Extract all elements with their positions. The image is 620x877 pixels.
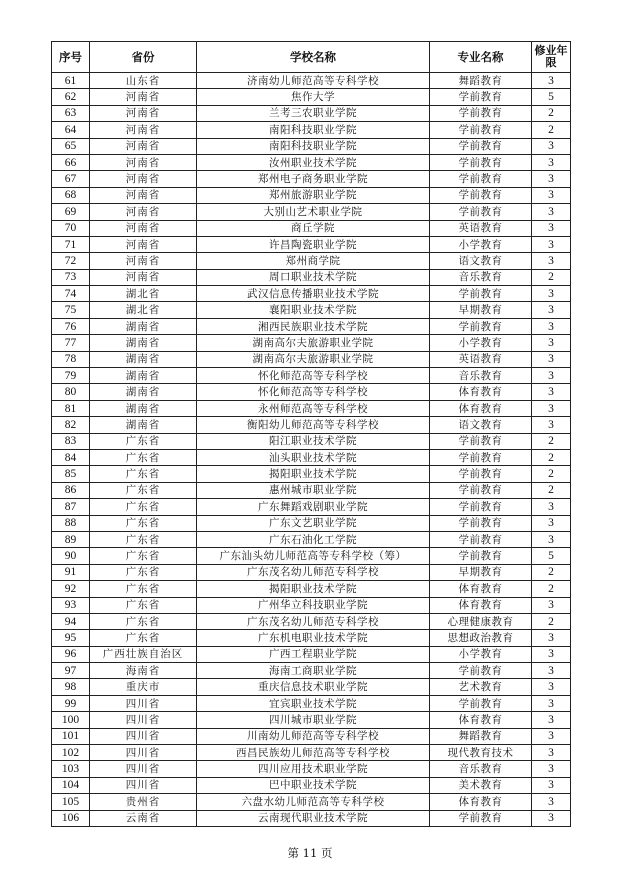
row-serial-number: 98 bbox=[52, 679, 90, 695]
row-province: 河南省 bbox=[90, 171, 197, 187]
row-study-years: 3 bbox=[532, 154, 571, 170]
row-serial-number: 74 bbox=[52, 286, 90, 302]
row-province: 湖南省 bbox=[90, 351, 197, 367]
row-study-years: 3 bbox=[532, 220, 571, 236]
row-major-name: 学前教育 bbox=[430, 531, 532, 547]
table-row bbox=[52, 745, 571, 761]
table-row bbox=[52, 679, 571, 695]
row-school-name: 济南幼儿师范高等专科学校 bbox=[197, 73, 430, 89]
row-school-name: 南阳科技职业学院 bbox=[197, 122, 430, 138]
row-serial-number: 73 bbox=[52, 269, 90, 285]
row-major-name: 音乐教育 bbox=[430, 368, 532, 384]
table-header bbox=[52, 42, 571, 73]
table-row bbox=[52, 630, 571, 646]
row-major-name: 早期教育 bbox=[430, 564, 532, 580]
table-row bbox=[52, 728, 571, 744]
row-study-years: 3 bbox=[532, 368, 571, 384]
row-serial-number: 82 bbox=[52, 417, 90, 433]
row-school-name: 周口职业技术学院 bbox=[197, 269, 430, 285]
row-major-name: 学前教育 bbox=[430, 89, 532, 105]
row-school-name: 焦作大学 bbox=[197, 89, 430, 105]
header-row bbox=[52, 42, 571, 73]
row-major-name: 舞蹈教育 bbox=[430, 728, 532, 744]
row-major-name: 音乐教育 bbox=[430, 269, 532, 285]
table-row bbox=[52, 777, 571, 793]
row-serial-number: 76 bbox=[52, 318, 90, 334]
row-major-name: 美术教育 bbox=[430, 777, 532, 793]
row-school-name: 广东茂名幼儿师范专科学校 bbox=[197, 564, 430, 580]
row-province: 湖南省 bbox=[90, 335, 197, 351]
row-serial-number: 93 bbox=[52, 597, 90, 613]
row-major-name: 学前教育 bbox=[430, 105, 532, 121]
row-major-name: 思想政治教育 bbox=[430, 630, 532, 646]
row-school-name: 武汉信息传播职业技术学院 bbox=[197, 286, 430, 302]
row-school-name: 广东舞蹈戏剧职业学院 bbox=[197, 499, 430, 515]
table-row bbox=[52, 613, 571, 629]
row-serial-number: 106 bbox=[52, 810, 90, 826]
row-serial-number: 78 bbox=[52, 351, 90, 367]
row-study-years: 3 bbox=[532, 794, 571, 810]
row-major-name: 体育教育 bbox=[430, 597, 532, 613]
header-province: 省份 bbox=[90, 42, 197, 73]
table-row bbox=[52, 302, 571, 318]
row-major-name: 学前教育 bbox=[430, 204, 532, 220]
row-serial-number: 62 bbox=[52, 89, 90, 105]
table-row bbox=[52, 335, 571, 351]
row-study-years: 2 bbox=[532, 105, 571, 121]
header-study-years: 修业年限 bbox=[532, 42, 571, 73]
row-major-name: 学前教育 bbox=[430, 138, 532, 154]
row-study-years: 2 bbox=[532, 613, 571, 629]
row-major-name: 学前教育 bbox=[430, 482, 532, 498]
row-serial-number: 89 bbox=[52, 531, 90, 547]
table-row bbox=[52, 236, 571, 252]
row-study-years: 5 bbox=[532, 548, 571, 564]
row-province: 河南省 bbox=[90, 105, 197, 121]
row-major-name: 学前教育 bbox=[430, 154, 532, 170]
row-study-years: 3 bbox=[532, 712, 571, 728]
row-major-name: 早期教育 bbox=[430, 302, 532, 318]
row-school-name: 海南工商职业学院 bbox=[197, 663, 430, 679]
row-serial-number: 102 bbox=[52, 745, 90, 761]
row-major-name: 学前教育 bbox=[430, 663, 532, 679]
row-study-years: 2 bbox=[532, 564, 571, 580]
row-school-name: 怀化师范高等专科学校 bbox=[197, 384, 430, 400]
table-row bbox=[52, 253, 571, 269]
row-school-name: 湘西民族职业技术学院 bbox=[197, 318, 430, 334]
table-row bbox=[52, 171, 571, 187]
row-school-name: 川南幼儿师范高等专科学校 bbox=[197, 728, 430, 744]
row-school-name: 兰考三农职业学院 bbox=[197, 105, 430, 121]
row-school-name: 广东石油化工学院 bbox=[197, 531, 430, 547]
row-serial-number: 87 bbox=[52, 499, 90, 515]
row-province: 湖南省 bbox=[90, 368, 197, 384]
row-province: 广东省 bbox=[90, 433, 197, 449]
row-serial-number: 67 bbox=[52, 171, 90, 187]
row-school-name: 揭阳职业技术学院 bbox=[197, 581, 430, 597]
row-study-years: 3 bbox=[532, 400, 571, 416]
row-province: 贵州省 bbox=[90, 794, 197, 810]
row-serial-number: 104 bbox=[52, 777, 90, 793]
row-province: 广西壮族自治区 bbox=[90, 646, 197, 662]
row-serial-number: 91 bbox=[52, 564, 90, 580]
row-serial-number: 96 bbox=[52, 646, 90, 662]
row-major-name: 学前教育 bbox=[430, 286, 532, 302]
row-school-name: 四川城市职业学院 bbox=[197, 712, 430, 728]
row-study-years: 3 bbox=[532, 73, 571, 89]
row-study-years: 3 bbox=[532, 318, 571, 334]
table-row bbox=[52, 400, 571, 416]
row-major-name: 学前教育 bbox=[430, 433, 532, 449]
row-study-years: 3 bbox=[532, 597, 571, 613]
row-serial-number: 70 bbox=[52, 220, 90, 236]
table-row bbox=[52, 286, 571, 302]
row-school-name: 襄阳职业技术学院 bbox=[197, 302, 430, 318]
table-row bbox=[52, 531, 571, 547]
row-province: 广东省 bbox=[90, 482, 197, 498]
row-school-name: 永州师范高等专科学校 bbox=[197, 400, 430, 416]
row-province: 河南省 bbox=[90, 253, 197, 269]
row-province: 河南省 bbox=[90, 236, 197, 252]
row-major-name: 体育教育 bbox=[430, 794, 532, 810]
row-serial-number: 94 bbox=[52, 613, 90, 629]
row-major-name: 学前教育 bbox=[430, 548, 532, 564]
row-study-years: 3 bbox=[532, 351, 571, 367]
table-row bbox=[52, 499, 571, 515]
row-province: 河南省 bbox=[90, 187, 197, 203]
row-school-name: 广东机电职业技术学院 bbox=[197, 630, 430, 646]
row-major-name: 小学教育 bbox=[430, 236, 532, 252]
row-province: 河南省 bbox=[90, 269, 197, 285]
row-study-years: 3 bbox=[532, 515, 571, 531]
table-row bbox=[52, 548, 571, 564]
row-province: 广东省 bbox=[90, 466, 197, 482]
row-major-name: 学前教育 bbox=[430, 122, 532, 138]
row-province: 四川省 bbox=[90, 695, 197, 711]
row-serial-number: 103 bbox=[52, 761, 90, 777]
row-serial-number: 92 bbox=[52, 581, 90, 597]
row-study-years: 3 bbox=[532, 302, 571, 318]
row-study-years: 3 bbox=[532, 646, 571, 662]
school-major-table bbox=[51, 41, 571, 827]
row-study-years: 3 bbox=[532, 417, 571, 433]
row-serial-number: 84 bbox=[52, 449, 90, 465]
row-serial-number: 81 bbox=[52, 400, 90, 416]
table-row bbox=[52, 220, 571, 236]
row-province: 湖北省 bbox=[90, 302, 197, 318]
row-major-name: 语文教育 bbox=[430, 253, 532, 269]
row-major-name: 英语教育 bbox=[430, 351, 532, 367]
table-row bbox=[52, 646, 571, 662]
row-major-name: 音乐教育 bbox=[430, 761, 532, 777]
row-study-years: 3 bbox=[532, 810, 571, 826]
row-major-name: 学前教育 bbox=[430, 171, 532, 187]
table-row bbox=[52, 794, 571, 810]
row-province: 广东省 bbox=[90, 515, 197, 531]
row-school-name: 郑州旅游职业学院 bbox=[197, 187, 430, 203]
row-study-years: 3 bbox=[532, 663, 571, 679]
row-province: 广东省 bbox=[90, 531, 197, 547]
table-row bbox=[52, 761, 571, 777]
row-school-name: 巴中职业技术学院 bbox=[197, 777, 430, 793]
page-number-footer: 第 11 页 bbox=[287, 846, 333, 860]
row-serial-number: 86 bbox=[52, 482, 90, 498]
row-school-name: 云南现代职业技术学院 bbox=[197, 810, 430, 826]
row-study-years: 2 bbox=[532, 466, 571, 482]
row-province: 湖南省 bbox=[90, 417, 197, 433]
table-row bbox=[52, 564, 571, 580]
row-school-name: 汝州职业技术学院 bbox=[197, 154, 430, 170]
row-study-years: 3 bbox=[532, 171, 571, 187]
row-serial-number: 80 bbox=[52, 384, 90, 400]
row-province: 广东省 bbox=[90, 564, 197, 580]
row-serial-number: 90 bbox=[52, 548, 90, 564]
row-school-name: 重庆信息技术职业学院 bbox=[197, 679, 430, 695]
row-school-name: 南阳科技职业学院 bbox=[197, 138, 430, 154]
row-major-name: 学前教育 bbox=[430, 499, 532, 515]
row-serial-number: 83 bbox=[52, 433, 90, 449]
row-province: 广东省 bbox=[90, 630, 197, 646]
row-school-name: 西昌民族幼儿师范高等专科学校 bbox=[197, 745, 430, 761]
row-major-name: 学前教育 bbox=[430, 515, 532, 531]
row-major-name: 学前教育 bbox=[430, 810, 532, 826]
row-school-name: 惠州城市职业学院 bbox=[197, 482, 430, 498]
row-major-name: 英语教育 bbox=[430, 220, 532, 236]
row-major-name: 小学教育 bbox=[430, 646, 532, 662]
row-study-years: 3 bbox=[532, 531, 571, 547]
row-serial-number: 105 bbox=[52, 794, 90, 810]
row-province: 河南省 bbox=[90, 204, 197, 220]
row-serial-number: 85 bbox=[52, 466, 90, 482]
row-study-years: 3 bbox=[532, 728, 571, 744]
row-study-years: 3 bbox=[532, 679, 571, 695]
row-study-years: 3 bbox=[532, 138, 571, 154]
row-province: 河南省 bbox=[90, 89, 197, 105]
row-study-years: 3 bbox=[532, 384, 571, 400]
table-row bbox=[52, 417, 571, 433]
row-province: 湖南省 bbox=[90, 384, 197, 400]
row-province: 重庆市 bbox=[90, 679, 197, 695]
row-major-name: 学前教育 bbox=[430, 695, 532, 711]
row-major-name: 体育教育 bbox=[430, 581, 532, 597]
row-study-years: 3 bbox=[532, 695, 571, 711]
row-serial-number: 97 bbox=[52, 663, 90, 679]
row-school-name: 广西工程职业学院 bbox=[197, 646, 430, 662]
row-major-name: 小学教育 bbox=[430, 335, 532, 351]
row-serial-number: 61 bbox=[52, 73, 90, 89]
table-row bbox=[52, 122, 571, 138]
row-school-name: 大别山艺术职业学院 bbox=[197, 204, 430, 220]
row-province: 四川省 bbox=[90, 777, 197, 793]
row-province: 云南省 bbox=[90, 810, 197, 826]
row-study-years: 2 bbox=[532, 581, 571, 597]
row-serial-number: 101 bbox=[52, 728, 90, 744]
row-school-name: 郑州电子商务职业学院 bbox=[197, 171, 430, 187]
row-school-name: 商丘学院 bbox=[197, 220, 430, 236]
row-province: 河南省 bbox=[90, 122, 197, 138]
row-province: 四川省 bbox=[90, 712, 197, 728]
row-province: 海南省 bbox=[90, 663, 197, 679]
row-major-name: 语文教育 bbox=[430, 417, 532, 433]
row-study-years: 2 bbox=[532, 433, 571, 449]
row-province: 湖南省 bbox=[90, 400, 197, 416]
header-school-name: 学校名称 bbox=[197, 42, 430, 73]
row-serial-number: 65 bbox=[52, 138, 90, 154]
table-row bbox=[52, 482, 571, 498]
row-serial-number: 63 bbox=[52, 105, 90, 121]
row-study-years: 2 bbox=[532, 482, 571, 498]
table-row bbox=[52, 695, 571, 711]
row-serial-number: 64 bbox=[52, 122, 90, 138]
row-study-years: 3 bbox=[532, 630, 571, 646]
row-serial-number: 72 bbox=[52, 253, 90, 269]
row-study-years: 3 bbox=[532, 761, 571, 777]
row-serial-number: 69 bbox=[52, 204, 90, 220]
row-study-years: 2 bbox=[532, 122, 571, 138]
row-study-years: 3 bbox=[532, 236, 571, 252]
table-row bbox=[52, 154, 571, 170]
row-province: 河南省 bbox=[90, 138, 197, 154]
table-row bbox=[52, 515, 571, 531]
table-body bbox=[52, 73, 571, 827]
header-major-name: 专业名称 bbox=[430, 42, 532, 73]
row-serial-number: 68 bbox=[52, 187, 90, 203]
row-province: 山东省 bbox=[90, 73, 197, 89]
row-province: 广东省 bbox=[90, 597, 197, 613]
row-study-years: 3 bbox=[532, 253, 571, 269]
school-major-table-container bbox=[51, 41, 570, 827]
row-study-years: 3 bbox=[532, 204, 571, 220]
row-study-years: 3 bbox=[532, 335, 571, 351]
table-row bbox=[52, 187, 571, 203]
table-row bbox=[52, 449, 571, 465]
row-province: 河南省 bbox=[90, 220, 197, 236]
row-major-name: 学前教育 bbox=[430, 466, 532, 482]
row-school-name: 湖南高尔夫旅游职业学院 bbox=[197, 335, 430, 351]
table-row bbox=[52, 138, 571, 154]
table-row bbox=[52, 89, 571, 105]
row-province: 广东省 bbox=[90, 548, 197, 564]
row-province: 广东省 bbox=[90, 581, 197, 597]
table-row bbox=[52, 269, 571, 285]
row-school-name: 六盘水幼儿师范高等专科学校 bbox=[197, 794, 430, 810]
row-school-name: 广东汕头幼儿师范高等专科学校（筹） bbox=[197, 548, 430, 564]
row-school-name: 汕头职业技术学院 bbox=[197, 449, 430, 465]
row-province: 四川省 bbox=[90, 745, 197, 761]
row-major-name: 学前教育 bbox=[430, 318, 532, 334]
row-study-years: 3 bbox=[532, 286, 571, 302]
row-major-name: 艺术教育 bbox=[430, 679, 532, 695]
row-major-name: 现代教育技术 bbox=[430, 745, 532, 761]
row-school-name: 许昌陶瓷职业学院 bbox=[197, 236, 430, 252]
row-serial-number: 100 bbox=[52, 712, 90, 728]
row-school-name: 衡阳幼儿师范高等专科学校 bbox=[197, 417, 430, 433]
row-serial-number: 77 bbox=[52, 335, 90, 351]
row-school-name: 揭阳职业技术学院 bbox=[197, 466, 430, 482]
row-study-years: 2 bbox=[532, 449, 571, 465]
table-row bbox=[52, 581, 571, 597]
table-row bbox=[52, 663, 571, 679]
row-major-name: 舞蹈教育 bbox=[430, 73, 532, 89]
table-row bbox=[52, 712, 571, 728]
row-school-name: 怀化师范高等专科学校 bbox=[197, 368, 430, 384]
row-major-name: 体育教育 bbox=[430, 400, 532, 416]
row-province: 湖南省 bbox=[90, 318, 197, 334]
row-study-years: 3 bbox=[532, 187, 571, 203]
row-major-name: 体育教育 bbox=[430, 712, 532, 728]
row-study-years: 3 bbox=[532, 777, 571, 793]
row-major-name: 学前教育 bbox=[430, 449, 532, 465]
row-study-years: 5 bbox=[532, 89, 571, 105]
row-study-years: 3 bbox=[532, 499, 571, 515]
row-province: 四川省 bbox=[90, 761, 197, 777]
row-province: 河南省 bbox=[90, 154, 197, 170]
row-school-name: 阳江职业技术学院 bbox=[197, 433, 430, 449]
row-school-name: 广州华立科技职业学院 bbox=[197, 597, 430, 613]
row-serial-number: 99 bbox=[52, 695, 90, 711]
row-school-name: 湖南高尔夫旅游职业学院 bbox=[197, 351, 430, 367]
row-province: 四川省 bbox=[90, 728, 197, 744]
row-major-name: 体育教育 bbox=[430, 384, 532, 400]
table-row bbox=[52, 73, 571, 89]
row-serial-number: 75 bbox=[52, 302, 90, 318]
table-row bbox=[52, 351, 571, 367]
row-major-name: 心理健康教育 bbox=[430, 613, 532, 629]
row-school-name: 郑州商学院 bbox=[197, 253, 430, 269]
table-row bbox=[52, 597, 571, 613]
table-row bbox=[52, 466, 571, 482]
table-row bbox=[52, 810, 571, 826]
header-serial-number: 序号 bbox=[52, 42, 90, 73]
table-row bbox=[52, 433, 571, 449]
row-province: 广东省 bbox=[90, 499, 197, 515]
row-serial-number: 88 bbox=[52, 515, 90, 531]
row-study-years: 2 bbox=[532, 269, 571, 285]
row-school-name: 广东文艺职业学院 bbox=[197, 515, 430, 531]
table-row bbox=[52, 105, 571, 121]
table-row bbox=[52, 384, 571, 400]
row-province: 湖北省 bbox=[90, 286, 197, 302]
row-province: 广东省 bbox=[90, 613, 197, 629]
row-school-name: 四川应用技术职业学院 bbox=[197, 761, 430, 777]
table-row bbox=[52, 368, 571, 384]
row-serial-number: 66 bbox=[52, 154, 90, 170]
table-row bbox=[52, 318, 571, 334]
row-major-name: 学前教育 bbox=[430, 187, 532, 203]
row-school-name: 宜宾职业技术学院 bbox=[197, 695, 430, 711]
row-province: 广东省 bbox=[90, 449, 197, 465]
table-row bbox=[52, 204, 571, 220]
row-serial-number: 95 bbox=[52, 630, 90, 646]
row-study-years: 3 bbox=[532, 745, 571, 761]
row-serial-number: 71 bbox=[52, 236, 90, 252]
row-school-name: 广东茂名幼儿师范专科学校 bbox=[197, 613, 430, 629]
row-serial-number: 79 bbox=[52, 368, 90, 384]
